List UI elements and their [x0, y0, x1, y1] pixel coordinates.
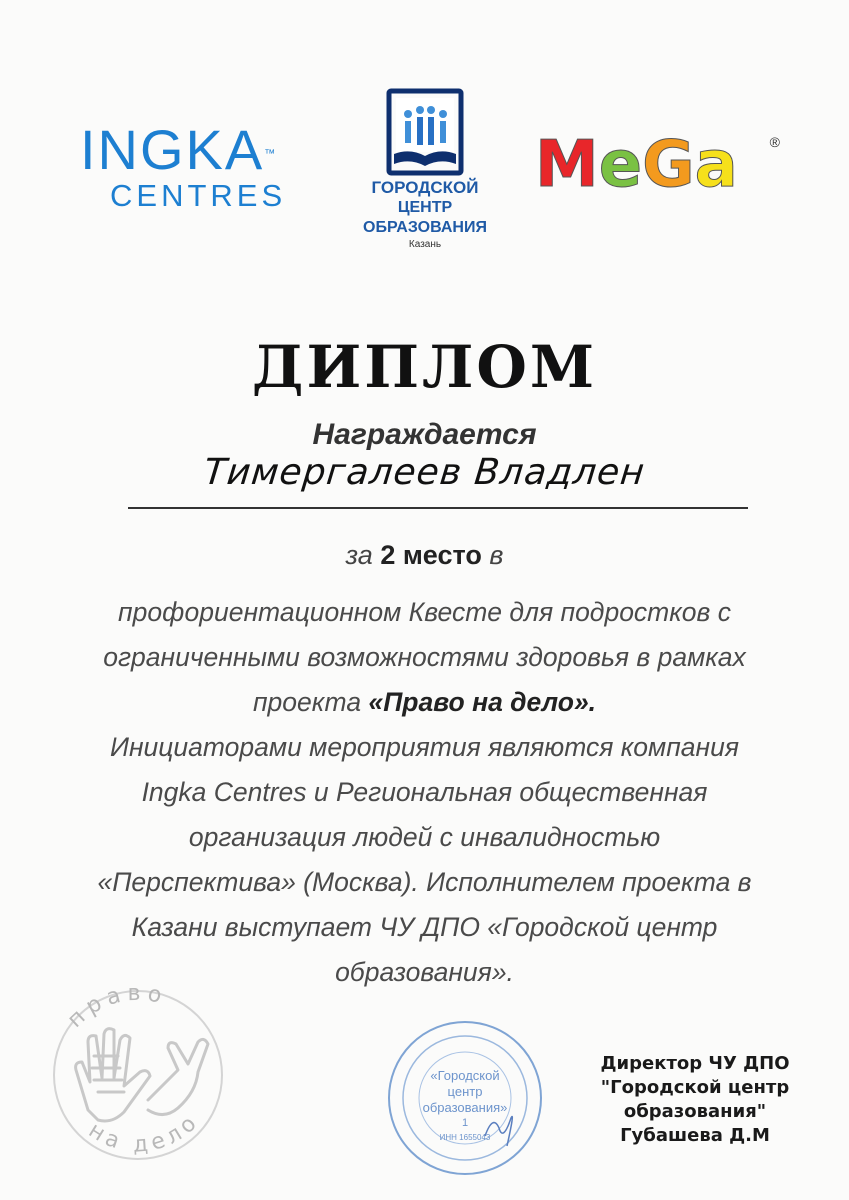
pravo-bottom-text: на дело — [84, 1108, 206, 1158]
ingka-centres-logo — [80, 118, 330, 222]
hands-icon — [76, 1029, 208, 1121]
pravo-na-delo-logo — [28, 960, 248, 1180]
gco-line2: ЦЕНТР ОБРАЗОВАНИЯ — [363, 199, 487, 236]
director-line: образования" — [623, 1101, 767, 1122]
trademark-mark: ™ — [264, 148, 278, 160]
body-line: «Перспектива» (Москва). Исполнителем проекта в — [97, 867, 752, 897]
body-line: ограниченными возможностями здоровья в рамках — [103, 642, 746, 672]
gco-line1: ГОРОДСКОЙ — [371, 178, 479, 197]
ingka-wordmark: INGKA — [80, 118, 265, 181]
body-line: Инициаторами мероприятия являются компания — [110, 732, 739, 762]
body-line: образования». — [335, 957, 514, 987]
mega-logo — [535, 130, 780, 210]
diploma-title: ДИПЛОМ — [251, 333, 598, 401]
place-suffix: в — [489, 540, 504, 570]
body-line: Ingka Centres и Региональная общественная — [141, 777, 708, 807]
director-line: Директор ЧУ ДПО — [600, 1053, 790, 1074]
diploma-body — [30, 590, 819, 995]
place-prefix: за — [345, 540, 373, 570]
body-line: организация людей с инвалидностью — [188, 822, 661, 852]
registered-mark: ® — [769, 134, 780, 150]
body-line: Казани выступает ЧУ ДПО «Городской центр — [131, 912, 718, 942]
mega-letter: a — [694, 128, 738, 202]
mega-letter: e — [598, 128, 643, 202]
city-education-center-logo — [340, 88, 510, 263]
body-line3-prefix: проекта — [252, 687, 362, 717]
mega-letter: G — [642, 128, 695, 202]
centres-wordmark: CENTRES — [110, 178, 287, 213]
stamp-line3: образования» — [422, 1100, 508, 1115]
gco-city: Казань — [408, 239, 442, 250]
mega-letter: M — [535, 128, 599, 202]
director-name: Губашева Д.М — [620, 1125, 770, 1146]
stamp-inn: ИНН 1655043 — [439, 1133, 491, 1142]
place-line — [0, 540, 849, 571]
recipient-name: Тимергалеев Владлен — [201, 452, 648, 493]
pravo-top-text: право — [62, 980, 170, 1033]
director-signature-block — [575, 1052, 815, 1148]
project-name: «Право на дело». — [368, 687, 597, 717]
body-line — [30, 680, 819, 725]
awarded-label: Награждается — [312, 418, 537, 451]
name-underline — [128, 507, 748, 509]
mega-wordmark — [535, 130, 780, 200]
education-center-emblem-icon — [386, 88, 464, 176]
stamp-number: 1 — [461, 1117, 469, 1129]
director-line: "Городской центр — [600, 1077, 790, 1098]
organization-stamp — [385, 1018, 545, 1178]
place-value: 2 место — [380, 540, 482, 570]
stamp-line2: центр — [447, 1084, 483, 1099]
stamp-line1: «Городской — [430, 1068, 500, 1083]
body-line: профориентационном Квесте для подростков с — [118, 597, 731, 627]
